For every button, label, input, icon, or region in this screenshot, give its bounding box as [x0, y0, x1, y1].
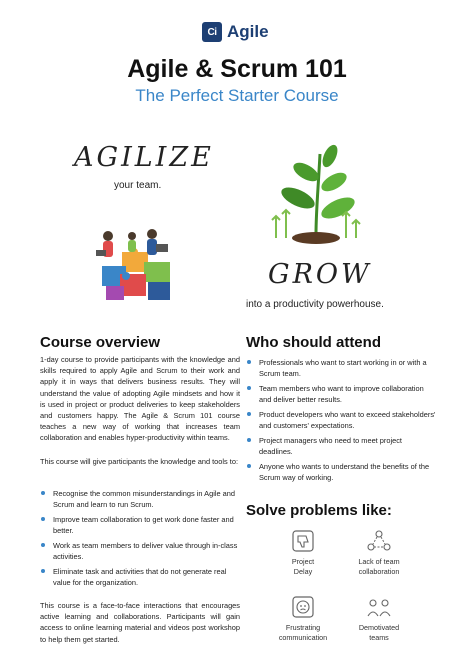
list-item: Recognise the common misunderstandings in Agile and Scrum and learn to run Scrum.	[40, 488, 240, 510]
thumbs-down-icon	[290, 528, 316, 554]
list-item: Eliminate task and activities that do not generate real value for the organization.	[40, 566, 240, 588]
list-item: Team members who want to improve collaboration and deliver better results.	[246, 383, 436, 405]
team-network-icon	[366, 528, 392, 554]
problem-label: teams	[369, 632, 389, 642]
problem-label: Lack of team	[358, 557, 400, 566]
grow-caption: into a productivity powerhouse.	[246, 299, 384, 310]
list-item: Anyone who wants to understand the benefits of the Scrum way of working.	[246, 461, 436, 483]
page-subtitle: The Perfect Starter Course	[135, 86, 339, 105]
demotivated-team-icon	[366, 594, 392, 620]
list-item: Product developers who want to exceed stakeholders' and customers' expectations.	[246, 409, 436, 431]
list-item: Work as team members to deliver value through in-class activities.	[40, 540, 240, 562]
agilize-heading: AGILIZE	[74, 142, 214, 173]
attend-list	[246, 357, 436, 487]
agilize-caption: your team.	[114, 180, 162, 191]
problem-label: Demotivated	[358, 623, 400, 632]
problem-demotivated-teams	[342, 594, 416, 642]
overview-list	[40, 488, 240, 592]
problem-label: Project	[291, 557, 315, 566]
brand-logo	[202, 22, 269, 42]
list-item: Improve team collaboration to get work done faster and better.	[40, 514, 240, 536]
overview-closing: This course is a face-to-face interactions that encourages active learning and collaborations. Participants will gain access to online learning material and videos post workshop to help them get started.	[40, 601, 240, 644]
problem-project-delay	[266, 528, 340, 576]
problem-team-collaboration	[342, 528, 416, 576]
page-title: Agile & Scrum 101	[127, 55, 347, 83]
frustrated-face-icon	[290, 594, 316, 620]
overview-lead: This course will give participants the knowledge and tools to:	[40, 457, 239, 466]
overview-intro: 1-day course to provide participants with the knowledge and skills required to apply Agile and Scrum to their work and apply it in ways that delivers business results. They will understand the value of adopting Agile mindsets and how it is used in project or product deliveries to keep stakeholders and customers happy. The Agile & Scrum 101 course teaches a new way of working that increases team collaboration and enables hyper-productivity within teams.	[40, 355, 240, 443]
list-item: Project managers who need to meet project deadlines.	[246, 435, 436, 457]
brand-mark-icon: Ci	[202, 22, 222, 42]
problem-label: communication	[278, 632, 328, 642]
problem-communication	[266, 594, 340, 642]
growing-plant-illustration	[270, 142, 362, 244]
brand-name: Agile	[227, 22, 269, 41]
problems-heading: Solve problems like:	[246, 502, 392, 519]
problem-label: Frustrating	[285, 623, 321, 632]
grow-heading: GROW	[268, 259, 372, 290]
problem-label: Delay	[293, 566, 313, 576]
team-puzzle-illustration	[92, 222, 182, 304]
attend-heading: Who should attend	[246, 334, 381, 351]
list-item: Professionals who want to start working in or with a Scrum team.	[246, 357, 436, 379]
problem-label: collaboration	[358, 566, 400, 576]
overview-heading: Course overview	[40, 334, 161, 351]
